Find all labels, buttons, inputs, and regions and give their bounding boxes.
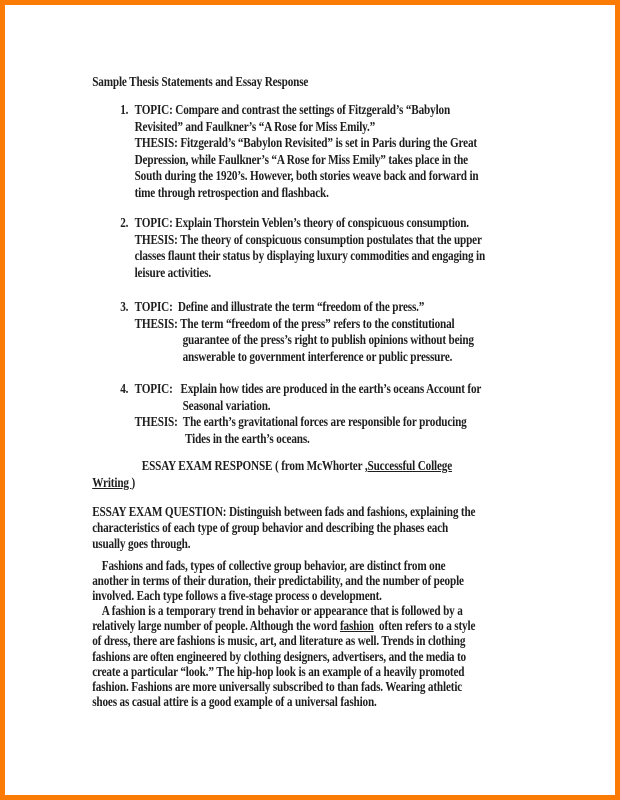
text-line: Revisited” and Faulkner’s “A Rose for Miss Emily.” xyxy=(134,119,376,135)
text-line: TOPIC: Compare and contrast the settings of Fitzgerald’s “Babylon xyxy=(134,103,451,118)
text-line: classes flaunt their status by displaying luxury commodities and engaging in xyxy=(134,249,486,264)
text-line: Seasonal variation. xyxy=(182,398,271,414)
text-line: shoes as casual attire is a good example of a universal fashion. xyxy=(92,694,377,710)
text-line: Depression, while Faulkner’s “A Rose for Miss Emily” takes place in the xyxy=(134,152,468,168)
heading-line xyxy=(92,459,534,476)
text-line: leisure activities. xyxy=(134,265,211,281)
text-line: South during the 1920’s. However, both stories weave back and forward in xyxy=(134,169,479,184)
document-page xyxy=(5,5,615,710)
paragraph-fashions-and-fads xyxy=(92,559,534,604)
list-item-2-number: 2. xyxy=(120,216,129,231)
text-line: THESIS: The term “freedom of the press” refers to the constitutional xyxy=(134,316,455,332)
list-item-2 xyxy=(92,216,534,282)
text-line: guarantee of the press’s right to publish opinions without being xyxy=(182,333,474,348)
document-title: Sample Thesis Statements and Essay Response xyxy=(92,75,309,90)
underlined-word-fashion: fashion xyxy=(339,619,374,635)
text-line xyxy=(92,619,534,634)
text-line: THESIS: Fitzgerald’s “Babylon Revisited” is set in Paris during the Great xyxy=(134,136,477,151)
book-title-part1: ,Successful College xyxy=(364,459,453,474)
text-line: usually goes through. xyxy=(92,537,191,552)
text-line: create a particular “look.” The hip-hop look is an example of a heavily promoted xyxy=(92,664,465,680)
heading-text: ESSAY EXAM RESPONSE ( from McWhorter xyxy=(141,459,365,474)
heading-line xyxy=(92,476,534,493)
text-line: ESSAY EXAM QUESTION: Distinguish between fads and fashions, explaining the xyxy=(92,505,476,520)
text-line: of dress, there are fashions is music, art, and literature as well. Trends in clothing xyxy=(92,634,466,650)
text-line: another in terms of their duration, their predictability, and the number of people xyxy=(92,574,464,590)
text-line: fashions are often engineered by clothing designers, advertisers, and the media to xyxy=(92,649,466,665)
list-item-1-number: 1. xyxy=(120,103,129,118)
list-item-1 xyxy=(92,103,534,202)
text-line: TOPIC: Explain Thorstein Veblen’s theory of conspicuous consumption. xyxy=(134,216,469,231)
list-item-4 xyxy=(92,382,534,448)
text-line: characteristics of each type of group behavior and describing the phases each xyxy=(92,521,449,536)
text-segment: often refers to a style xyxy=(373,619,476,635)
text-line: answerable to government interference or public pressure. xyxy=(182,349,453,365)
text-line: involved. Each type follows a five-stage process o development. xyxy=(92,589,382,605)
text-line: TOPIC: Explain how tides are produced in the earth’s oceans Account for xyxy=(134,382,482,397)
text-line: THESIS: The earth’s gravitational forces are responsible for producing xyxy=(134,415,467,430)
paragraph-a-fashion xyxy=(92,604,534,710)
essay-exam-question xyxy=(92,505,534,553)
text-line: Fashions and fads, types of collective group behavior, are distinct from one xyxy=(101,559,446,574)
text-line: fashion. Fashions are more universally subscribed to than fads. Wearing athletic xyxy=(92,679,463,695)
list-item-3-number: 3. xyxy=(120,300,129,315)
text-segment: relatively large number of people. Although the word xyxy=(92,619,340,635)
text-line: time through retrospection and flashback. xyxy=(134,185,329,201)
border-stripe xyxy=(2,5,3,795)
essay-exam-response-heading xyxy=(92,459,534,492)
book-title-part2: Writing ) xyxy=(92,475,136,491)
list-item-4-number: 4. xyxy=(120,382,129,397)
text-line: TOPIC: Define and illustrate the term “freedom of the press.” xyxy=(134,300,425,315)
text-line: Tides in the earth’s oceans. xyxy=(182,431,310,447)
list-item-3 xyxy=(92,300,534,366)
text-line: THESIS: The theory of conspicuous consumption postulates that the upper xyxy=(134,232,482,248)
text-line: A fashion is a temporary trend in behavior or appearance that is followed by a xyxy=(101,604,463,620)
